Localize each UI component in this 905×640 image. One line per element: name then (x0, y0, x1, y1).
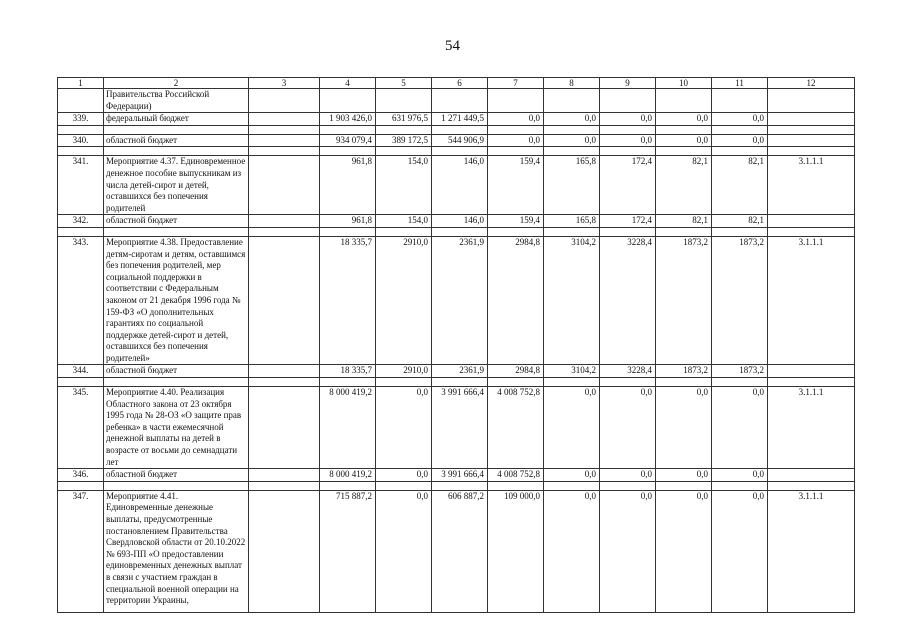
table-cell-desc: Мероприятие 4.37. Единовременное денежное пособие выпускникам из числа детей-сирот и детей, оставшихся без попечения родителей (104, 156, 249, 215)
table-cell-c6: 3 991 666,4 (432, 387, 488, 469)
table-cell-c12: 3.1.1.1 (768, 490, 855, 612)
table-cell-c6: 606 887,2 (432, 490, 488, 612)
table-cell-c8: 0,0 (544, 469, 600, 482)
table-cell-no: 346. (58, 469, 104, 482)
table-cell-c11: 82,1 (712, 215, 768, 228)
table-cell-c10: 82,1 (656, 215, 712, 228)
table-cell-no: 339. (58, 113, 104, 126)
table-cell-c11: 0,0 (712, 387, 768, 469)
spacer-cell (104, 227, 249, 236)
table-cell-c7: 0,0 (488, 113, 544, 126)
table-cell-c4: 1 903 426,0 (320, 113, 376, 126)
column-header: 8 (544, 78, 600, 89)
table-cell-c3 (249, 156, 320, 215)
table-cell-c3 (249, 469, 320, 482)
table-cell-c9: 3228,4 (600, 365, 656, 378)
table-cell-c6: 544 906,9 (432, 134, 488, 147)
table-cell-desc: областной бюджет (104, 469, 249, 482)
spacer-cell (656, 481, 712, 490)
table-cell-c11: 0,0 (712, 134, 768, 147)
spacer-cell (488, 125, 544, 134)
column-header: 6 (432, 78, 488, 89)
spacer-cell (376, 147, 432, 156)
spacer-cell (600, 481, 656, 490)
table-cell-c12 (768, 89, 855, 113)
spacer-cell (104, 481, 249, 490)
spacer-cell (600, 125, 656, 134)
table-cell-c3 (249, 387, 320, 469)
spacer-cell (58, 378, 104, 387)
table-cell-no: 342. (58, 215, 104, 228)
spacer-cell (58, 147, 104, 156)
table-cell-c9: 172,4 (600, 215, 656, 228)
table-cell-c6: 146,0 (432, 215, 488, 228)
table-cell-c7: 4 008 752,8 (488, 387, 544, 469)
spacer-cell (432, 481, 488, 490)
table-cell-c5: 631 976,5 (376, 113, 432, 126)
table-cell-desc: областной бюджет (104, 134, 249, 147)
table-cell-c7: 2984,8 (488, 365, 544, 378)
budget-table (57, 77, 855, 613)
table-cell-c8 (544, 89, 600, 113)
table-cell-c9: 0,0 (600, 134, 656, 147)
table-cell-desc: федеральный бюджет (104, 113, 249, 126)
table-cell-c6: 146,0 (432, 156, 488, 215)
table-cell-c12: 3.1.1.1 (768, 387, 855, 469)
table-row (58, 387, 855, 469)
spacer-cell (488, 147, 544, 156)
spacer-cell (656, 227, 712, 236)
table-row (58, 156, 855, 215)
table-cell-c5: 389 172,5 (376, 134, 432, 147)
spacer-cell (768, 227, 855, 236)
table-cell-c12: 3.1.1.1 (768, 156, 855, 215)
spacer-cell (320, 125, 376, 134)
table-cell-desc: Мероприятие 4.40. Реализация Областного закона от 23 октября 1995 года № 28-ОЗ «О защите прав ребенка» в части ежемесячной денежной выплаты на детей в возрасте от восьми до семнадцати лет (104, 387, 249, 469)
spacer-cell (656, 378, 712, 387)
table-cell-desc: Мероприятие 4.41. Единовременные денежные выплаты, предусмотренные постановлением Правительства Свердловской области от 20.10.2022 № 693-ПП «О предоставлении единовременных денежных выплат в связи с участием граждан в специальной военной операции на территории Украины, (104, 490, 249, 612)
spacer-cell (376, 125, 432, 134)
table-cell-c12 (768, 365, 855, 378)
spacer-cell (768, 147, 855, 156)
table-cell-c9 (600, 89, 656, 113)
table-row (58, 236, 855, 365)
table-cell-desc: Мероприятие 4.38. Предоставление детям-сиротам и детям, оставшимся без попечения родителей, мер социальной поддержки в соответствии с Федеральным законом от 21 декабря 1996 года № 159-ФЗ «О дополнительных гарантиях по социальной поддержке детей-сирот и детей, оставшихся без попечения родителей» (104, 236, 249, 365)
column-header: 1 (58, 78, 104, 89)
spacer-cell (544, 378, 600, 387)
table-cell-c9: 3228,4 (600, 236, 656, 365)
table-cell-c7 (488, 89, 544, 113)
table-cell-c5: 154,0 (376, 215, 432, 228)
table-cell-c7: 109 000,0 (488, 490, 544, 612)
table-cell-c12 (768, 215, 855, 228)
spacer-cell (544, 147, 600, 156)
table-cell-c4: 961,8 (320, 215, 376, 228)
spacer-cell (104, 378, 249, 387)
spacer-cell (249, 147, 320, 156)
table-cell-c11: 0,0 (712, 113, 768, 126)
spacer-cell (320, 378, 376, 387)
spacer-row (58, 227, 855, 236)
table-cell-c5 (376, 89, 432, 113)
spacer-cell (600, 227, 656, 236)
spacer-row (58, 147, 855, 156)
spacer-row (58, 378, 855, 387)
table-cell-c11 (712, 89, 768, 113)
spacer-cell (58, 481, 104, 490)
spacer-cell (544, 227, 600, 236)
table-cell-c7: 0,0 (488, 134, 544, 147)
table-cell-no: 340. (58, 134, 104, 147)
spacer-cell (768, 481, 855, 490)
spacer-cell (432, 125, 488, 134)
spacer-cell (104, 125, 249, 134)
spacer-cell (768, 378, 855, 387)
table-row (58, 490, 855, 612)
spacer-cell (712, 227, 768, 236)
spacer-cell (712, 481, 768, 490)
table-cell-c4: 8 000 419,2 (320, 469, 376, 482)
column-header: 5 (376, 78, 432, 89)
table-cell-c10: 1873,2 (656, 365, 712, 378)
spacer-cell (376, 481, 432, 490)
column-header: 2 (104, 78, 249, 89)
table-row (58, 215, 855, 228)
table-cell-no (58, 89, 104, 113)
spacer-cell (249, 481, 320, 490)
table-cell-c9: 0,0 (600, 113, 656, 126)
table-cell-c3 (249, 134, 320, 147)
spacer-cell (544, 481, 600, 490)
spacer-cell (600, 147, 656, 156)
table-cell-c9: 0,0 (600, 490, 656, 612)
spacer-cell (432, 227, 488, 236)
table-cell-c5: 0,0 (376, 490, 432, 612)
table-cell-c10 (656, 89, 712, 113)
table-cell-c3 (249, 113, 320, 126)
table-cell-c6: 2361,9 (432, 365, 488, 378)
table-cell-desc: Правительства Российской Федерации) (104, 89, 249, 113)
table-cell-c3 (249, 365, 320, 378)
table-cell-c5: 2910,0 (376, 236, 432, 365)
table-cell-c10: 0,0 (656, 490, 712, 612)
table-cell-c6: 1 271 449,5 (432, 113, 488, 126)
table-cell-c4: 18 335,7 (320, 365, 376, 378)
table-cell-c10: 0,0 (656, 113, 712, 126)
table-row (58, 113, 855, 126)
column-header: 11 (712, 78, 768, 89)
table-cell-c8: 3104,2 (544, 236, 600, 365)
column-header: 12 (768, 78, 855, 89)
table-cell-c7: 4 008 752,8 (488, 469, 544, 482)
table-cell-c11: 0,0 (712, 490, 768, 612)
table-cell-c12 (768, 469, 855, 482)
table-cell-c11: 1873,2 (712, 365, 768, 378)
table-cell-c8: 165,8 (544, 215, 600, 228)
table-cell-c9: 172,4 (600, 156, 656, 215)
table-cell-no: 341. (58, 156, 104, 215)
spacer-cell (488, 227, 544, 236)
table-cell-c11: 0,0 (712, 469, 768, 482)
spacer-cell (249, 125, 320, 134)
spacer-cell (432, 378, 488, 387)
table-cell-c3 (249, 89, 320, 113)
table-cell-desc: областной бюджет (104, 215, 249, 228)
spacer-cell (432, 147, 488, 156)
table-cell-c4 (320, 89, 376, 113)
page-number: 54 (445, 38, 460, 54)
spacer-cell (488, 378, 544, 387)
table-cell-c8: 0,0 (544, 387, 600, 469)
table-cell-c7: 159,4 (488, 215, 544, 228)
table-row (58, 89, 855, 113)
spacer-cell (320, 227, 376, 236)
table-cell-c6: 2361,9 (432, 236, 488, 365)
spacer-cell (58, 227, 104, 236)
table-cell-c9: 0,0 (600, 469, 656, 482)
table-cell-c3 (249, 215, 320, 228)
table-cell-c8: 165,8 (544, 156, 600, 215)
table-cell-no: 343. (58, 236, 104, 365)
table-cell-c8: 0,0 (544, 490, 600, 612)
spacer-cell (376, 378, 432, 387)
table-cell-c9: 0,0 (600, 387, 656, 469)
table-cell-desc: областной бюджет (104, 365, 249, 378)
spacer-cell (544, 125, 600, 134)
spacer-cell (376, 227, 432, 236)
table-cell-c10: 0,0 (656, 134, 712, 147)
table-cell-c10: 0,0 (656, 469, 712, 482)
table-cell-c4: 934 079,4 (320, 134, 376, 147)
table-row (58, 469, 855, 482)
table-cell-c3 (249, 236, 320, 365)
table-cell-c11: 1873,2 (712, 236, 768, 365)
table-cell-c12 (768, 113, 855, 126)
spacer-cell (320, 147, 376, 156)
table-cell-c5: 0,0 (376, 387, 432, 469)
table-cell-c11: 82,1 (712, 156, 768, 215)
table-cell-no: 347. (58, 490, 104, 612)
column-header: 3 (249, 78, 320, 89)
table-cell-no: 344. (58, 365, 104, 378)
column-header: 9 (600, 78, 656, 89)
spacer-cell (712, 125, 768, 134)
table-cell-c7: 2984,8 (488, 236, 544, 365)
table-cell-c6 (432, 89, 488, 113)
spacer-cell (712, 378, 768, 387)
spacer-cell (58, 125, 104, 134)
spacer-row (58, 125, 855, 134)
table-row (58, 134, 855, 147)
spacer-cell (600, 378, 656, 387)
table-cell-c6: 3 991 666,4 (432, 469, 488, 482)
column-header: 7 (488, 78, 544, 89)
table-cell-c8: 0,0 (544, 113, 600, 126)
table-header-row (58, 78, 855, 89)
table-cell-c4: 18 335,7 (320, 236, 376, 365)
table-row (58, 365, 855, 378)
spacer-cell (104, 147, 249, 156)
table-cell-c10: 1873,2 (656, 236, 712, 365)
table-cell-c10: 82,1 (656, 156, 712, 215)
spacer-row (58, 481, 855, 490)
spacer-cell (249, 227, 320, 236)
spacer-cell (249, 378, 320, 387)
table-cell-c12: 3.1.1.1 (768, 236, 855, 365)
table-cell-c4: 8 000 419,2 (320, 387, 376, 469)
spacer-cell (656, 147, 712, 156)
column-header: 4 (320, 78, 376, 89)
table-cell-c8: 3104,2 (544, 365, 600, 378)
table-cell-c5: 0,0 (376, 469, 432, 482)
spacer-cell (768, 125, 855, 134)
table-cell-no: 345. (58, 387, 104, 469)
table-cell-c10: 0,0 (656, 387, 712, 469)
spacer-cell (656, 125, 712, 134)
spacer-cell (320, 481, 376, 490)
table-cell-c4: 715 887,2 (320, 490, 376, 612)
table-cell-c7: 159,4 (488, 156, 544, 215)
table-cell-c12 (768, 134, 855, 147)
table-cell-c5: 154,0 (376, 156, 432, 215)
table-cell-c4: 961,8 (320, 156, 376, 215)
spacer-cell (712, 147, 768, 156)
table-cell-c3 (249, 490, 320, 612)
column-header: 10 (656, 78, 712, 89)
spacer-cell (488, 481, 544, 490)
table-cell-c5: 2910,0 (376, 365, 432, 378)
table-cell-c8: 0,0 (544, 134, 600, 147)
